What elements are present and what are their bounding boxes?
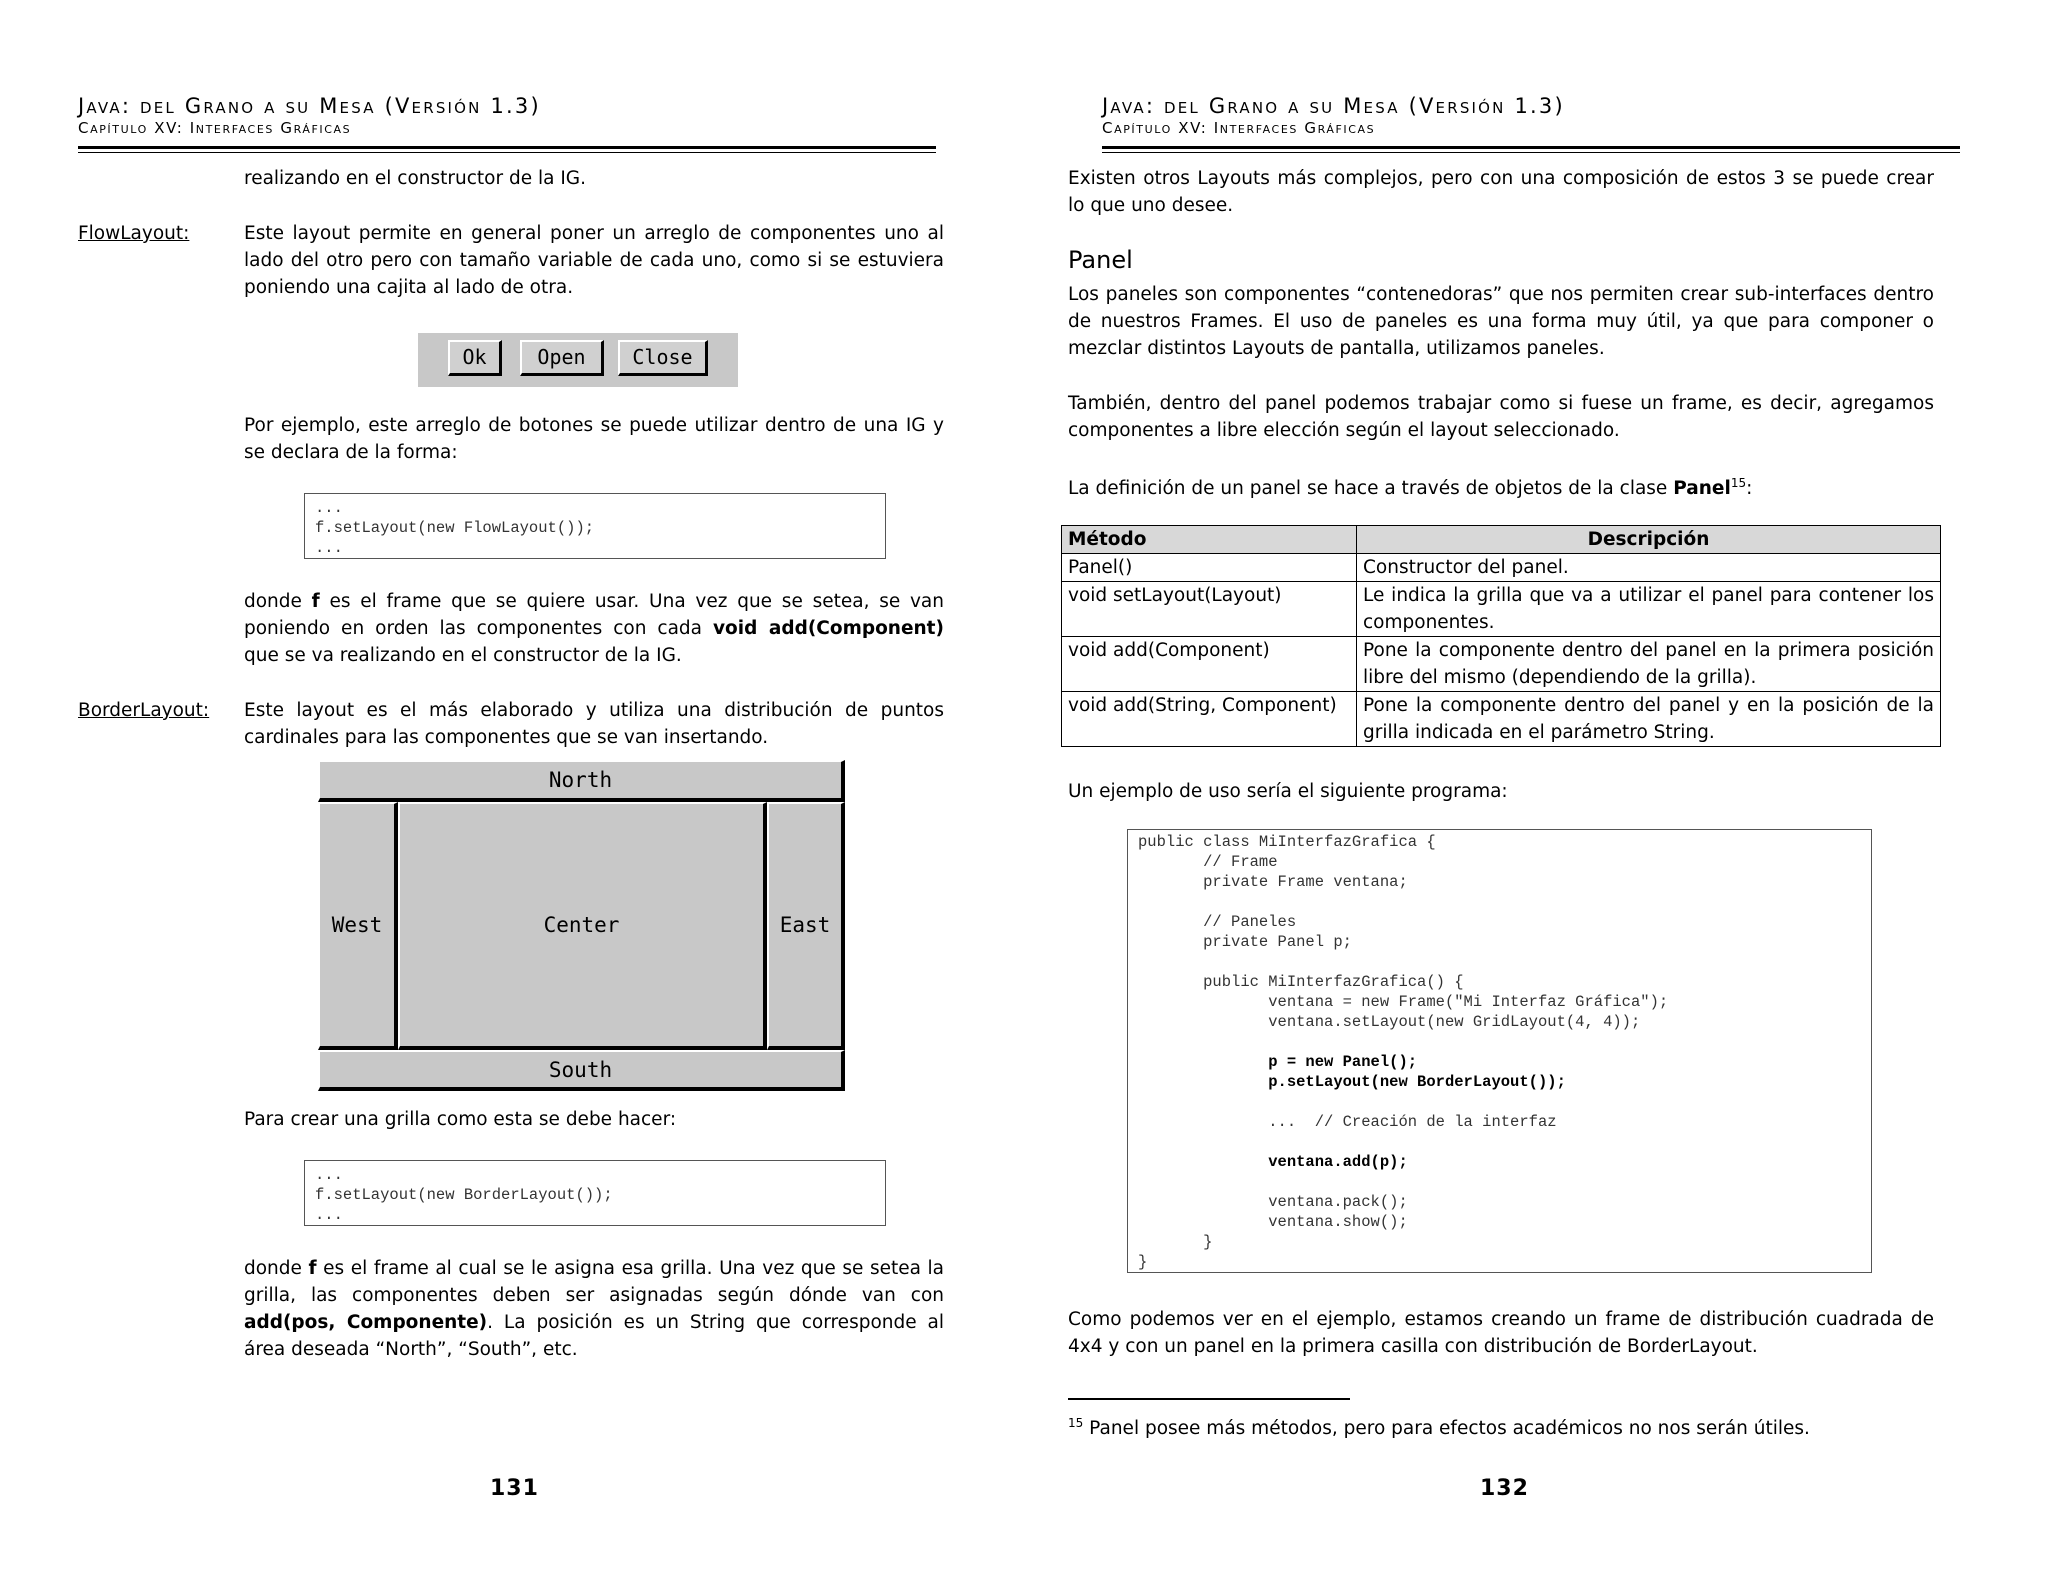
header-rule bbox=[1102, 146, 1960, 149]
table-header-method: Método bbox=[1062, 526, 1357, 554]
page-number: 132 bbox=[1480, 1476, 1529, 1501]
flowlayout-example-text: Por ejemplo, este arreglo de botones se puede utilizar dentro de una IG y se declara de la forma: bbox=[244, 415, 944, 463]
code-line: public MiInterfazGrafica() { bbox=[1138, 973, 1464, 991]
code-line: } bbox=[1138, 1253, 1148, 1271]
header-rule-thin bbox=[78, 152, 936, 153]
table-row bbox=[1062, 554, 1941, 582]
code-line: // Frame bbox=[1138, 853, 1278, 871]
center-region: Center bbox=[398, 802, 767, 1050]
code-line: ventana.pack(); bbox=[1138, 1193, 1408, 1211]
flowlayout-demo-image bbox=[418, 333, 738, 387]
code-line: f.setLayout(new FlowLayout()); bbox=[315, 519, 595, 537]
west-region: West bbox=[318, 802, 398, 1050]
code-line: f.setLayout(new BorderLayout()); bbox=[315, 1186, 613, 1204]
borderlayout-description: Este layout es el más elaborado y utiliza una distribución de puntos cardinales para las componentes que se van insertando. bbox=[244, 700, 944, 748]
term-flowlayout: FlowLayout: bbox=[78, 223, 190, 244]
code-line bbox=[1138, 1032, 1861, 1052]
table-row bbox=[1062, 582, 1941, 637]
table-cell-description: Constructor del panel. bbox=[1357, 554, 1941, 582]
header-title: Java: del Grano a su Mesa (Versión 1.3) bbox=[1102, 94, 1565, 118]
header-rule bbox=[78, 146, 936, 149]
panel-methods-table bbox=[1061, 525, 1941, 747]
example-intro: Un ejemplo de uso sería el siguiente programa: bbox=[1068, 781, 1508, 802]
code-line: private Panel p; bbox=[1138, 933, 1352, 951]
panel-code-block bbox=[1127, 829, 1872, 1273]
table-cell-method: void add(Component) bbox=[1062, 637, 1357, 692]
table-row bbox=[1062, 692, 1941, 747]
term-borderlayout: BorderLayout: bbox=[78, 700, 210, 721]
code-line: public class MiInterfazGrafica { bbox=[1138, 833, 1436, 851]
panel-paragraph-2: También, dentro del panel podemos trabajar como si fuese un frame, es decir, agregamos componentes a libre elección según el layout seleccionado. bbox=[1068, 393, 1934, 441]
table-cell-method: void setLayout(Layout) bbox=[1062, 582, 1357, 637]
borderlayout-code-block bbox=[304, 1160, 886, 1226]
table-header-description: Descripción bbox=[1357, 526, 1941, 554]
code-line: ... bbox=[315, 1166, 343, 1184]
code-line bbox=[1138, 1172, 1861, 1192]
south-region: South bbox=[318, 1050, 845, 1091]
borderlayout-explanation: donde f es el frame al cual se le asigna esa grilla. Una vez que se setea la grilla, las componentes deben ser asignadas según dónde van con add(pos, Componente). La posición es un String que corresponde al área deseada “North”, “South”, etc. bbox=[244, 1258, 944, 1360]
table-cell-method: Panel() bbox=[1062, 554, 1357, 582]
table-row bbox=[1062, 637, 1941, 692]
flowlayout-description: Este layout permite en general poner un arreglo de componentes uno al lado del otro pero con tamaño variable de cada uno, como si se estuviera poniendo una cajita al lado de otra. bbox=[244, 223, 944, 298]
code-line: } bbox=[1138, 1233, 1213, 1251]
borderlayout-intro: Para crear una grilla como esta se debe hacer: bbox=[244, 1109, 677, 1130]
paragraph-continuation: realizando en el constructor de la IG. bbox=[244, 168, 587, 189]
code-line bbox=[1138, 892, 1861, 912]
footnote: $^{15}$ Panel posee más métodos, pero para efectos académicos no nos serán útiles. bbox=[1068, 1416, 1810, 1440]
ok-button: Ok bbox=[448, 340, 502, 376]
section-title-panel: Panel bbox=[1068, 246, 1133, 274]
table-cell-description: Pone la componente dentro del panel en la primera posición libre del mismo (dependiendo de la grilla). bbox=[1357, 637, 1941, 692]
header-title: Java: del Grano a su Mesa (Versión 1.3) bbox=[78, 94, 541, 118]
code-line: ventana = new Frame("Mi Interfaz Gráfica"); bbox=[1138, 993, 1669, 1011]
borderlayout-demo-image bbox=[318, 760, 845, 1091]
flowlayout-explanation: donde f es el frame que se quiere usar. Una vez que se setea, se van poniendo en orden las componentes con cada void add(Component) que se va realizando en el constructor de la IG. bbox=[244, 591, 944, 666]
header-subtitle: Capítulo XV: Interfaces Gráficas bbox=[1102, 119, 1376, 137]
table-cell-description: Pone la componente dentro del panel y en la posición de la grilla indicada en el parámetro String. bbox=[1357, 692, 1941, 747]
code-line: ... bbox=[315, 539, 343, 557]
page-number: 131 bbox=[490, 1476, 539, 1501]
panel-paragraph-3: La definición de un panel se hace a través de objetos de la clase Panel$^{15}$: bbox=[1068, 476, 1753, 500]
code-line: p = new Panel(); bbox=[1138, 1053, 1418, 1071]
code-line: ventana.setLayout(new GridLayout(4, 4)); bbox=[1138, 1013, 1641, 1031]
code-line: ventana.show(); bbox=[1138, 1213, 1408, 1231]
flowlayout-code-block bbox=[304, 493, 886, 559]
table-cell-method: void add(String, Component) bbox=[1062, 692, 1357, 747]
table-header-row bbox=[1062, 526, 1941, 554]
header-subtitle: Capítulo XV: Interfaces Gráficas bbox=[78, 119, 352, 137]
code-line: p.setLayout(new BorderLayout()); bbox=[1138, 1073, 1566, 1091]
conclusion-paragraph: Como podemos ver en el ejemplo, estamos creando un frame de distribución cuadrada de 4x4 y con un panel en la primera casilla con distribución de BorderLayout. bbox=[1068, 1309, 1934, 1357]
east-region: East bbox=[767, 802, 845, 1050]
code-line bbox=[1138, 1092, 1861, 1112]
close-button: Close bbox=[618, 340, 708, 376]
code-line: ventana.add(p); bbox=[1138, 1153, 1408, 1171]
layouts-intro: Existen otros Layouts más complejos, pero con una composición de estos 3 se puede crear lo que uno desee. bbox=[1068, 168, 1934, 216]
code-line: private Frame ventana; bbox=[1138, 873, 1408, 891]
code-line: // Paneles bbox=[1138, 913, 1297, 931]
panel-paragraph-1: Los paneles son componentes “contenedoras” que nos permiten crear sub-interfaces dentro de nuestros Frames. El uso de paneles es una forma muy útil, ya que para componer o mezclar distintos Layouts de pantalla, utilizamos paneles. bbox=[1068, 284, 1934, 359]
footnote-rule bbox=[1068, 1398, 1350, 1400]
code-line: ... // Creación de la interfaz bbox=[1138, 1113, 1557, 1131]
open-button: Open bbox=[520, 340, 604, 376]
north-region: North bbox=[318, 760, 845, 802]
code-line bbox=[1138, 952, 1861, 972]
header-rule-thin bbox=[1102, 152, 1960, 153]
code-line: ... bbox=[315, 1206, 343, 1224]
code-line bbox=[1138, 1132, 1861, 1152]
table-cell-description: Le indica la grilla que va a utilizar el panel para contener los componentes. bbox=[1357, 582, 1941, 637]
code-line: ... bbox=[315, 499, 343, 517]
